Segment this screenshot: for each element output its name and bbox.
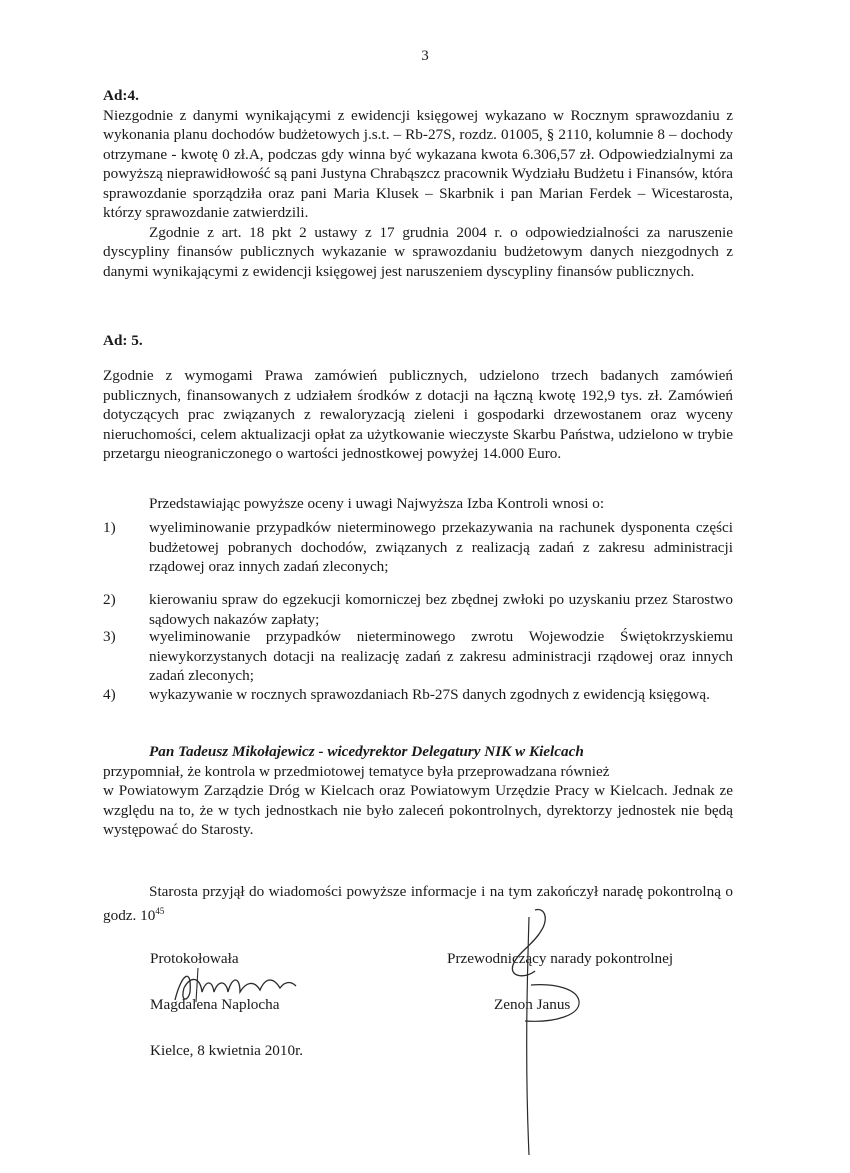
list-item bbox=[103, 590, 733, 629]
right-signature-role: Przewodniczący narady pokontrolnej bbox=[447, 950, 674, 967]
closing-text: Starosta przyjął do wiadomości powyższe informacje i na tym zakończył naradę pokontrolną o godz. $10^{45}$ bbox=[103, 883, 733, 924]
list-item bbox=[103, 518, 733, 577]
ad4-heading: Ad:4. bbox=[103, 87, 139, 104]
statement-speaker: Pan Tadeusz Mikołajewicz - wicedyrektor Delegatury NIK w Kielcach bbox=[149, 743, 584, 760]
right-handwritten-signature bbox=[495, 905, 595, 1165]
list-item-text: kierowaniu spraw do egzekucji komorniczej bez zbędnej zwłoki po uzyskaniu przez Starostwo sądowych nakazów zapłaty; bbox=[149, 591, 733, 628]
list-item-text: wykazywanie w rocznych sprawozdaniach Rb-27S danych zgodnych z ewidencją księgową. bbox=[149, 686, 710, 703]
place-date: Kielce, 8 kwietnia 2010r. bbox=[150, 1042, 304, 1059]
recommendations-intro-block bbox=[103, 494, 733, 514]
left-signature-role: Protokołowała bbox=[150, 950, 239, 967]
page-number: 3 bbox=[421, 48, 429, 64]
left-signature-name: Magdalena Naplocha bbox=[150, 996, 280, 1013]
statement-line-2: w Powiatowym Zarządzie Dróg w Kielcach oraz Powiatowym Urzędzie Pracy w Kielcach. Jednak ze względu na to, że w tych jednostkach nie było zaleceń pokontrolnych, dyrektorzy jednostek nie będą występować do Starosty. bbox=[103, 782, 733, 838]
recommendations-intro: Przedstawiając powyższe oceny i uwagi Najwyższa Izba Kontroli wnosi o: bbox=[149, 495, 605, 512]
list-item-number: 4) bbox=[103, 686, 116, 703]
ad4-paragraph-1: Niezgodnie z danymi wynikającymi z ewidencji księgowej wykazano w Rocznym sprawozdaniu z wykonania planu dochodów budżetowych j.s.t. – Rb-27S, rozdz. 01005, § 2110, kolumnie 8 – dochody otrzymane - kwotę 0 zł.A, podczas gdy winna być wykazana kwota 6.306,57 zł. Odpowiedzialnymi za powyższą nieprawidłowość są pani Justyna Chrabąszcz pracownik Wydziału Budżetu i Finansów, która sprawozdanie sporządziła oraz pani Maria Klusek – Skarbnik i pan Marian Ferdek – Wicestarosta, którzy sprawozdanie zatwierdzili. bbox=[103, 106, 733, 221]
closing-block bbox=[103, 882, 733, 925]
list-item-number: 1) bbox=[103, 519, 116, 536]
right-signature-name: Zenon Janus bbox=[494, 996, 571, 1013]
list-item-number: 3) bbox=[103, 628, 116, 645]
left-handwritten-signature bbox=[170, 962, 300, 1008]
section-ad5 bbox=[103, 331, 733, 351]
list-item bbox=[103, 685, 733, 705]
ad5-paragraph-1: Zgodnie z wymogami Prawa zamówień publicznych, udzielono trzech badanych zamówień publicznych, finansowanych z udziałem środków z dotacji na łączną kwotę 192,9 tys. zł. Zamówień dotyczących prac związanych z rewaloryzacją zieleni i gospodarki drzewostanem oraz wyceny nieruchomości, celem aktualizacji opłat za użytkowanie wieczyste Skarbu Państwa, udzielono w trybie przetargu nieograniczonego o wartości jednostkowej powyżej 14.000 Euro. bbox=[103, 367, 733, 462]
statement-block bbox=[103, 742, 733, 840]
ad5-body bbox=[103, 366, 733, 464]
ad5-heading: Ad: 5. bbox=[103, 332, 143, 349]
list-item-number: 2) bbox=[103, 591, 116, 608]
statement-line-1: przypomniał, że kontrola w przedmiotowej tematyce była przeprowadzana również bbox=[103, 762, 610, 780]
list-item-text: wyeliminowanie przypadków nieterminowego przekazywania na rachunek dysponenta części budżetowej pobranych dochodów, związanych z realizacją zadań z zakresu administracji rządowej oraz innych zadań zleconych; bbox=[149, 519, 733, 575]
list-item bbox=[103, 627, 733, 686]
ad4-paragraph-2: Zgodnie z art. 18 pkt 2 ustawy z 17 grudnia 2004 r. o odpowiedzialności za naruszenie dyscypliny finansów publicznych wykazanie w sprawozdaniu budżetowym danych niezgodnych z danymi wynikającymi z ewidencji księgowej jest naruszeniem dyscypliny finansów publicznych. bbox=[103, 223, 733, 280]
list-item-text: wyeliminowanie przypadków nieterminowego zwrotu Wojewodzie Świętokrzyskiemu niewykorzystanych dotacji na realizację zadań z zakresu administracji rządowej oraz innych zadań zleconych; bbox=[149, 628, 733, 684]
section-ad4 bbox=[103, 86, 733, 281]
